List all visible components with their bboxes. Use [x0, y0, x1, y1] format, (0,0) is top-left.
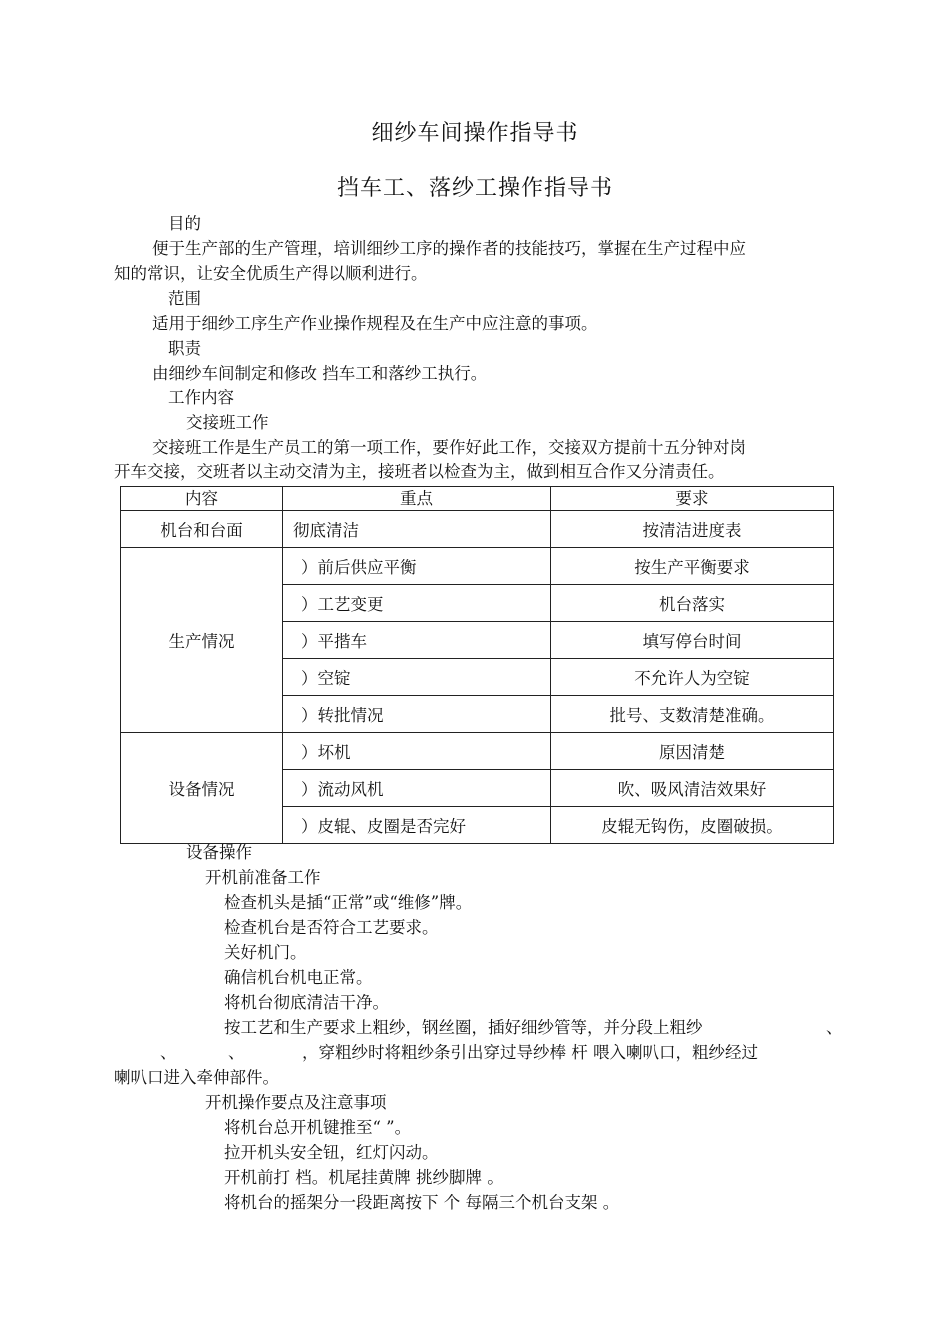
start-item: 拉开机头安全钮，红灯闪动。	[224, 1143, 439, 1162]
point-cell: ）皮辊、皮圈是否完好	[283, 807, 551, 844]
handover-table	[120, 486, 834, 844]
category-cell-production: 生产情况	[121, 548, 283, 733]
handover-text-line2: 开车交接，交班者以主动交清为主，接班者以检查为主，做到相互合作又分清责任。	[114, 462, 725, 481]
document-subtitle: 挡车工、落纱工操作指导书	[336, 176, 613, 201]
table-row	[121, 548, 834, 585]
scope-text: 适用于细纱工序生产作业操作规程及在生产中应注意的事项。	[152, 314, 598, 333]
purpose-text-line1: 便于生产部的生产管理，培训细纱工序的操作者的技能技巧，掌握在生产过程中应	[152, 239, 746, 258]
requirement-cell: 不允许人为空锭	[551, 659, 834, 696]
start-item: 开机前打 档。机尾挂黄牌 挑纱脚牌 。	[224, 1168, 504, 1187]
duty-heading: 职责	[168, 339, 201, 358]
requirement-cell: 吹、吸风清洁效果好	[551, 770, 834, 807]
header-key-point: 重点	[283, 487, 551, 511]
operation-heading: 设备操作	[186, 843, 252, 862]
document-title: 细纱车间操作指导书	[371, 121, 579, 146]
start-item: 将机台总开机键推至“ ”。	[224, 1118, 412, 1137]
start-heading: 开机操作要点及注意事项	[205, 1093, 387, 1112]
requirement-cell: 按生产平衡要求	[551, 548, 834, 585]
requirement-cell: 皮辊无钩伤，皮圈破损。	[551, 807, 834, 844]
header-requirement: 要求	[551, 487, 834, 511]
prep-item: 检查机台是否符合工艺要求。	[224, 918, 439, 937]
requirement-cell: 批号、支数清楚准确。	[551, 696, 834, 733]
category-cell: 机台和台面	[121, 511, 283, 548]
handover-heading: 交接班工作	[186, 413, 269, 432]
point-cell: 彻底清洁	[283, 511, 551, 548]
purpose-text-line2: 知的常识，让安全优质生产得以顺利进行。	[114, 264, 428, 283]
scope-heading: 范围	[168, 289, 201, 308]
purpose-heading: 目的	[168, 214, 201, 233]
requirement-cell: 机台落实	[551, 585, 834, 622]
point-cell: ）空锭	[283, 659, 551, 696]
prep-item-comma: 、	[826, 1018, 843, 1037]
requirement-cell: 原因清楚	[551, 733, 834, 770]
duty-text: 由细纱车间制定和修改 挡车工和落纱工执行。	[152, 364, 488, 383]
prep-item-continued: 喇叭口进入牵伸部件。	[114, 1068, 279, 1087]
point-cell: ）流动风机	[283, 770, 551, 807]
start-item: 将机台的摇架分一段距离按下 个 每隔三个机台支架 。	[224, 1193, 620, 1212]
header-content: 内容	[121, 487, 283, 511]
prep-item: 按工艺和生产要求上粗纱，钢丝圈，插好细纱管等，并分段上粗纱	[224, 1018, 703, 1037]
prep-item-continued: ，穿粗纱时将粗纱条引出穿过导纱棒 杆 喂入喇叭口，粗纱经过	[302, 1043, 758, 1062]
point-cell: ）坏机	[283, 733, 551, 770]
requirement-cell: 填写停台时间	[551, 622, 834, 659]
prep-item: 关好机门。	[224, 943, 307, 962]
table-row	[121, 511, 834, 548]
prep-item-comma: 、	[228, 1043, 245, 1062]
prep-item: 检查机头是插“正常”或“维修”牌。	[224, 893, 473, 912]
point-cell: ）平揩车	[283, 622, 551, 659]
point-cell: ）工艺变更	[283, 585, 551, 622]
prep-item-comma: 、	[160, 1043, 177, 1062]
work-heading: 工作内容	[168, 388, 234, 407]
handover-text-line1: 交接班工作是生产员工的第一项工作，要作好此工作，交接双方提前十五分钟对岗	[152, 438, 746, 457]
category-cell-equipment: 设备情况	[121, 733, 283, 844]
prep-item: 确信机台机电正常。	[224, 968, 373, 987]
point-cell: ）前后供应平衡	[283, 548, 551, 585]
point-cell: ）转批情况	[283, 696, 551, 733]
prep-item: 将机台彻底清洁干净。	[224, 993, 389, 1012]
table-header-row	[121, 487, 834, 511]
table-row	[121, 733, 834, 770]
requirement-cell: 按清洁进度表	[551, 511, 834, 548]
prep-heading: 开机前准备工作	[205, 868, 321, 887]
